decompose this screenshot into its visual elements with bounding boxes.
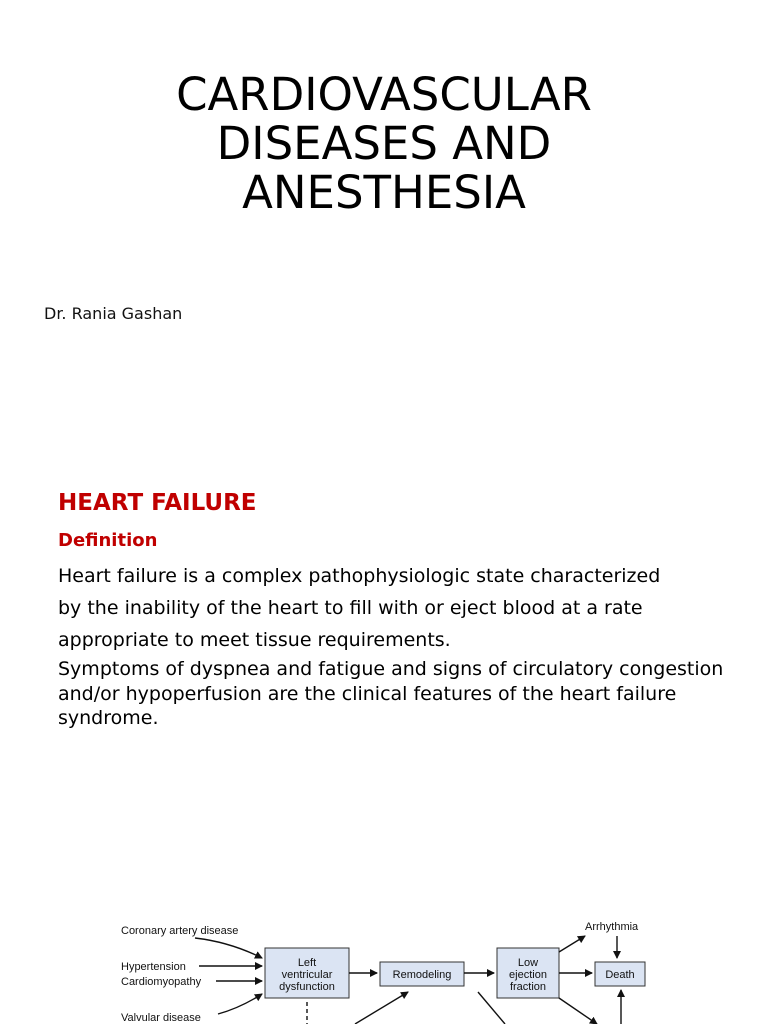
low-ef-label: ejection: [509, 969, 547, 981]
flow-arrow: [559, 998, 597, 1024]
cause-label: Coronary artery disease: [121, 925, 239, 937]
flow-arrow: [559, 936, 585, 952]
lvd-label: ventricular: [281, 969, 333, 981]
definition-subheading: Definition: [58, 530, 158, 551]
low-ef-label: Low: [517, 957, 539, 969]
paragraph-line: Symptoms of dyspnea and fatigue and signs of circulatory congestion: [58, 658, 724, 680]
symptoms-paragraph: [58, 657, 748, 731]
author-name: Dr. Rania Gashan: [44, 304, 183, 323]
title-line: DISEASES AND: [216, 117, 552, 170]
title-line: CARDIOVASCULAR: [176, 68, 592, 121]
paragraph-line: and/or hypoperfusion are the clinical features of the heart failure: [58, 682, 677, 705]
arrhythmia-label: Arrhythmia: [585, 921, 639, 933]
slide-title: [0, 70, 768, 217]
cause-label: Valvular disease: [121, 1012, 201, 1024]
heart-failure-flow-diagram: [0, 900, 768, 1024]
paragraph-line: by the inability of the heart to fill with or eject blood at a rate: [58, 597, 643, 619]
paragraph-line: syndrome.: [58, 707, 159, 729]
cause-arrow: [218, 994, 262, 1014]
definition-paragraph: [58, 560, 738, 656]
lvd-label: dysfunction: [279, 981, 335, 993]
death-label: Death: [605, 969, 635, 981]
section-heading: HEART FAILURE: [58, 490, 257, 516]
lvd-label: Left: [297, 957, 317, 969]
cause-arrow: [195, 938, 262, 958]
paragraph-line: appropriate to meet tissue requirements.: [58, 629, 451, 651]
low-ef-label: fraction: [509, 981, 547, 993]
cause-label: Hypertension: [121, 961, 186, 973]
title-line: ANESTHESIA: [242, 166, 526, 219]
feedback-arrow: [355, 992, 408, 1024]
remodeling-label: Remodeling: [392, 969, 452, 981]
cause-label: Cardiomyopathy: [121, 976, 202, 988]
paragraph-line: Heart failure is a complex pathophysiologic state characterized: [58, 565, 661, 587]
